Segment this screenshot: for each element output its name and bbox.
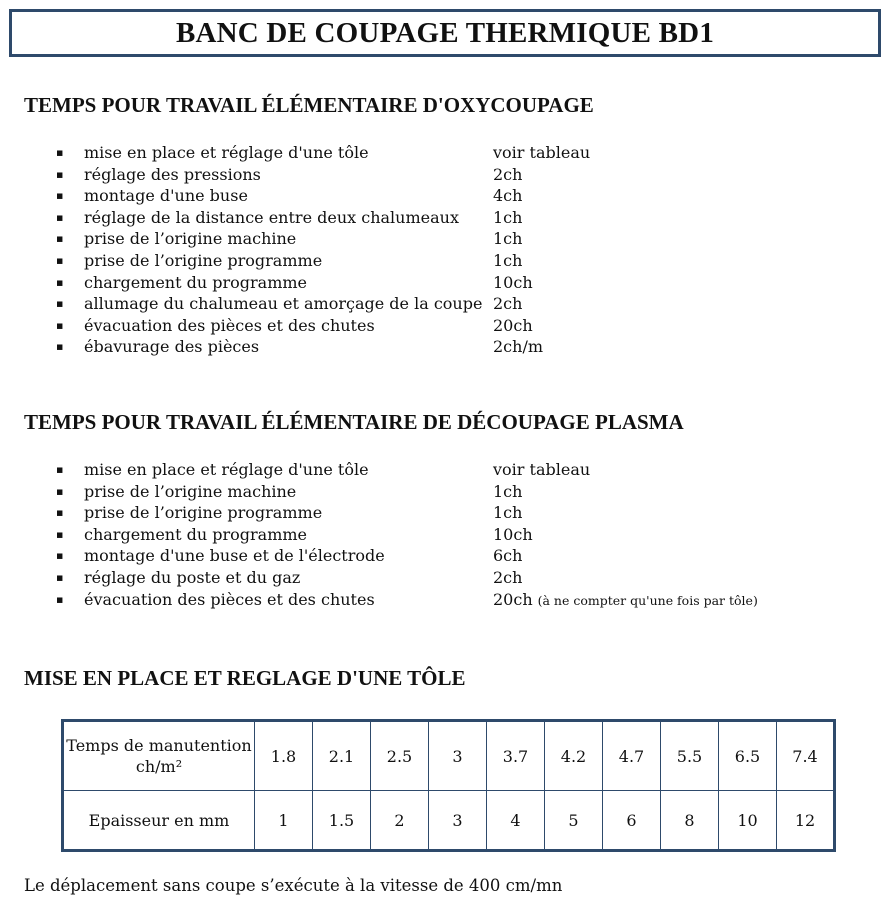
task-label: prise de l’origine machine <box>84 229 297 249</box>
task-label: mise en place et réglage d'une tôle <box>84 460 369 479</box>
list-item <box>0 502 895 524</box>
square-bullet-icon: ▪ <box>56 484 64 498</box>
table-cell: 1.5 <box>313 791 371 851</box>
task-label: montage d'une buse <box>84 186 248 206</box>
task-time-value <box>493 567 522 589</box>
square-bullet-icon: ▪ <box>56 549 64 563</box>
square-bullet-icon: ▪ <box>56 275 64 289</box>
task-time-value <box>493 459 590 481</box>
square-bullet-icon: ▪ <box>56 167 64 181</box>
table-cell: 6 <box>603 791 661 851</box>
square-bullet-icon: ▪ <box>56 297 64 311</box>
task-time-value <box>493 228 522 250</box>
table-cell: 3 <box>429 791 487 851</box>
task-label: prise de l’origine programme <box>84 250 323 270</box>
task-label: réglage des pressions <box>84 164 261 184</box>
list-item <box>0 142 895 164</box>
square-bullet-icon: ▪ <box>56 463 64 476</box>
table-row <box>63 721 835 791</box>
table-cell: 12 <box>777 791 835 851</box>
square-bullet-icon: ▪ <box>56 146 64 159</box>
list-item <box>0 589 895 611</box>
task-time-text: 2ch/m <box>493 337 544 357</box>
task-label: prise de l’origine machine <box>84 481 297 501</box>
list-item <box>0 164 895 186</box>
task-time-value <box>493 164 522 186</box>
section-heading-plasma: TEMPS POUR TRAVAIL ÉLÉMENTAIRE DE DÉCOUPAGE PLASMA <box>24 410 684 434</box>
task-time-value <box>493 589 758 612</box>
square-bullet-icon: ▪ <box>56 189 64 203</box>
task-time-text: 2ch <box>493 164 523 184</box>
task-time-value <box>493 524 533 546</box>
task-time-text: 1ch <box>493 250 523 270</box>
task-label: chargement du programme <box>84 272 308 292</box>
footer-note: Le déplacement sans coupe s’exécute à la vitesse de 400 cm/mn <box>24 876 563 895</box>
table-cell: 1 <box>255 791 313 851</box>
task-time-text: voir tableau <box>493 460 591 479</box>
table-cell: 3 <box>429 721 487 791</box>
table-cell: 3.7 <box>487 721 545 791</box>
task-time-text: 20ch <box>493 315 533 335</box>
table-cell: 1.8 <box>255 721 313 791</box>
list-item <box>0 336 895 358</box>
task-list-oxycoupage <box>0 142 895 358</box>
table-cell: 5 <box>545 791 603 851</box>
task-label: mise en place et réglage d'une tôle <box>84 143 369 162</box>
task-time-text: 4ch <box>493 186 523 206</box>
task-time-value <box>493 185 522 207</box>
table-cell: 2 <box>371 791 429 851</box>
task-time-value <box>493 142 590 164</box>
square-bullet-icon: ▪ <box>56 232 64 246</box>
task-time-value <box>493 250 522 272</box>
task-time-value <box>493 293 522 315</box>
table-cell: 8 <box>661 791 719 851</box>
task-time-text: 10ch <box>493 524 533 544</box>
task-time-value <box>493 545 522 567</box>
square-bullet-icon: ▪ <box>56 592 64 606</box>
table-cell: 6.5 <box>719 721 777 791</box>
list-item <box>0 524 895 546</box>
table-cell: 10 <box>719 791 777 851</box>
task-time-value <box>493 315 533 337</box>
list-item <box>0 207 895 229</box>
list-item <box>0 315 895 337</box>
task-time-text: voir tableau <box>493 143 591 162</box>
square-bullet-icon: ▪ <box>56 253 64 267</box>
square-bullet-icon: ▪ <box>56 570 64 584</box>
table-cell: 4.2 <box>545 721 603 791</box>
square-bullet-icon: ▪ <box>56 210 64 224</box>
list-item <box>0 567 895 589</box>
task-time-text: 2ch <box>493 294 523 314</box>
table-cell: 2.1 <box>313 721 371 791</box>
task-label: réglage de la distance entre deux chalumeaux <box>84 207 459 227</box>
square-bullet-icon: ▪ <box>56 506 64 520</box>
list-item <box>0 228 895 250</box>
task-time-text: 1ch <box>493 207 523 227</box>
task-label: évacuation des pièces et des chutes <box>84 589 375 609</box>
task-time-text: 6ch <box>493 546 523 566</box>
table-cell: 2.5 <box>371 721 429 791</box>
task-label: prise de l’origine programme <box>84 503 323 523</box>
task-time-value <box>493 272 533 294</box>
square-bullet-icon: ▪ <box>56 527 64 541</box>
list-item <box>0 272 895 294</box>
task-time-value <box>493 336 543 358</box>
list-item <box>0 250 895 272</box>
row-header: Epaisseur en mm <box>63 791 255 851</box>
section-heading-setup: MISE EN PLACE ET REGLAGE D'UNE TÔLE <box>24 666 466 690</box>
task-label: ébavurage des pièces <box>84 337 260 357</box>
task-note: (à ne compter qu'une fois par tôle) <box>537 592 758 608</box>
task-time-text: 20ch <box>493 589 533 609</box>
task-list-plasma <box>0 459 895 610</box>
square-bullet-icon: ▪ <box>56 318 64 332</box>
table-cell: 4.7 <box>603 721 661 791</box>
task-label: montage d'une buse et de l'électrode <box>84 546 385 566</box>
task-label: chargement du programme <box>84 524 308 544</box>
list-item <box>0 459 895 481</box>
square-bullet-icon: ▪ <box>56 340 64 354</box>
title-box <box>9 9 881 57</box>
task-label: allumage du chalumeau et amorçage de la coupe <box>84 294 483 314</box>
table-cell: 4 <box>487 791 545 851</box>
task-time-text: 2ch <box>493 567 523 587</box>
list-item <box>0 545 895 567</box>
task-time-text: 1ch <box>493 229 523 249</box>
list-item <box>0 481 895 503</box>
task-time-text: 1ch <box>493 481 523 501</box>
table-cell: 7.4 <box>777 721 835 791</box>
setup-table <box>61 719 836 852</box>
table-cell: 5.5 <box>661 721 719 791</box>
task-time-text: 10ch <box>493 272 533 292</box>
task-label: évacuation des pièces et des chutes <box>84 315 375 335</box>
task-time-value <box>493 481 522 503</box>
task-label: réglage du poste et du gaz <box>84 567 301 587</box>
task-time-text: 1ch <box>493 503 523 523</box>
task-time-value <box>493 207 522 229</box>
page-title: BANC DE COUPAGE THERMIQUE BD1 <box>175 16 715 49</box>
task-time-value <box>493 502 522 524</box>
row-header: Temps de manutention ch/m² <box>63 721 255 791</box>
list-item <box>0 185 895 207</box>
table-row <box>63 791 835 851</box>
list-item <box>0 293 895 315</box>
section-heading-oxycoupage: TEMPS POUR TRAVAIL ÉLÉMENTAIRE D'OXYCOUPAGE <box>24 93 594 117</box>
